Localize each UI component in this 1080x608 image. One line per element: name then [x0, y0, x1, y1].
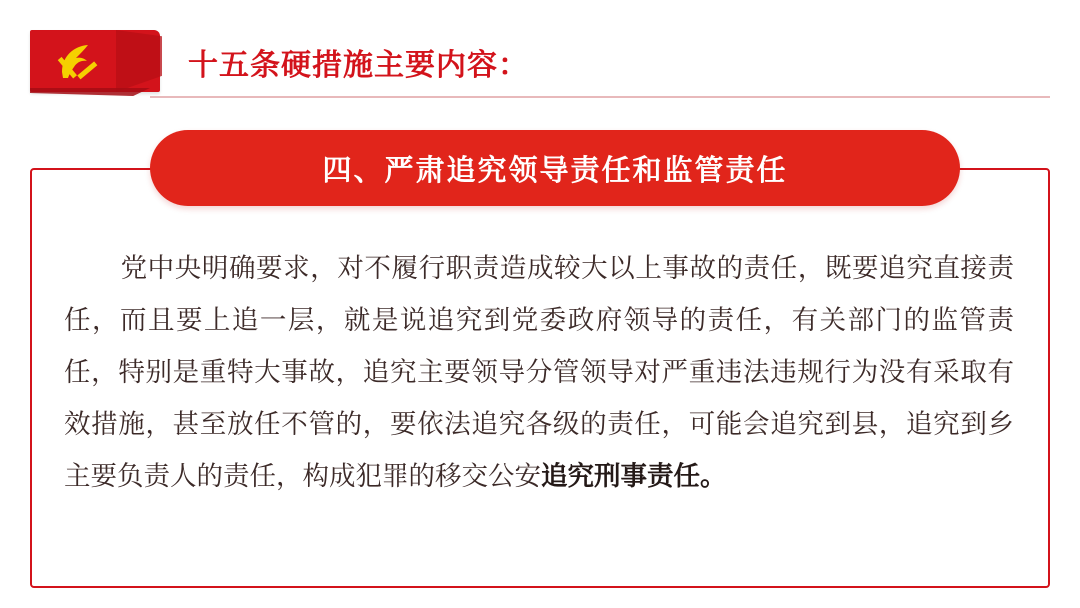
- party-flag-icon: [30, 30, 160, 98]
- hammer-sickle-icon: [56, 42, 102, 82]
- header: [0, 18, 1080, 104]
- section-banner: [150, 130, 960, 206]
- flag-shadow: [30, 88, 150, 96]
- page-title: 十五条硬措施主要内容：: [188, 49, 529, 82]
- paragraph-lead: 党中央明确要求，对不履行职责造成较大以上事故的责任，既要追究直接责任，而且要上追一层，就是说追究到党委政府领导的责任，有关部门的监管责任，特别是重特大事故，追究主要领导分管领导对严重违法违规行为没有采取有效措施，甚至放任不管的，要依法追究各级的责任，可能会追究到县，追究到乡主要负责人的责任，构成犯罪的移交公安: [64, 253, 1014, 491]
- paragraph-emphasis: 追究刑事责任。: [541, 461, 727, 491]
- section-banner-label: 四、严肃追究领导责任和监管责任: [322, 154, 788, 187]
- body-paragraph: [64, 242, 1014, 502]
- header-divider: [150, 96, 1050, 98]
